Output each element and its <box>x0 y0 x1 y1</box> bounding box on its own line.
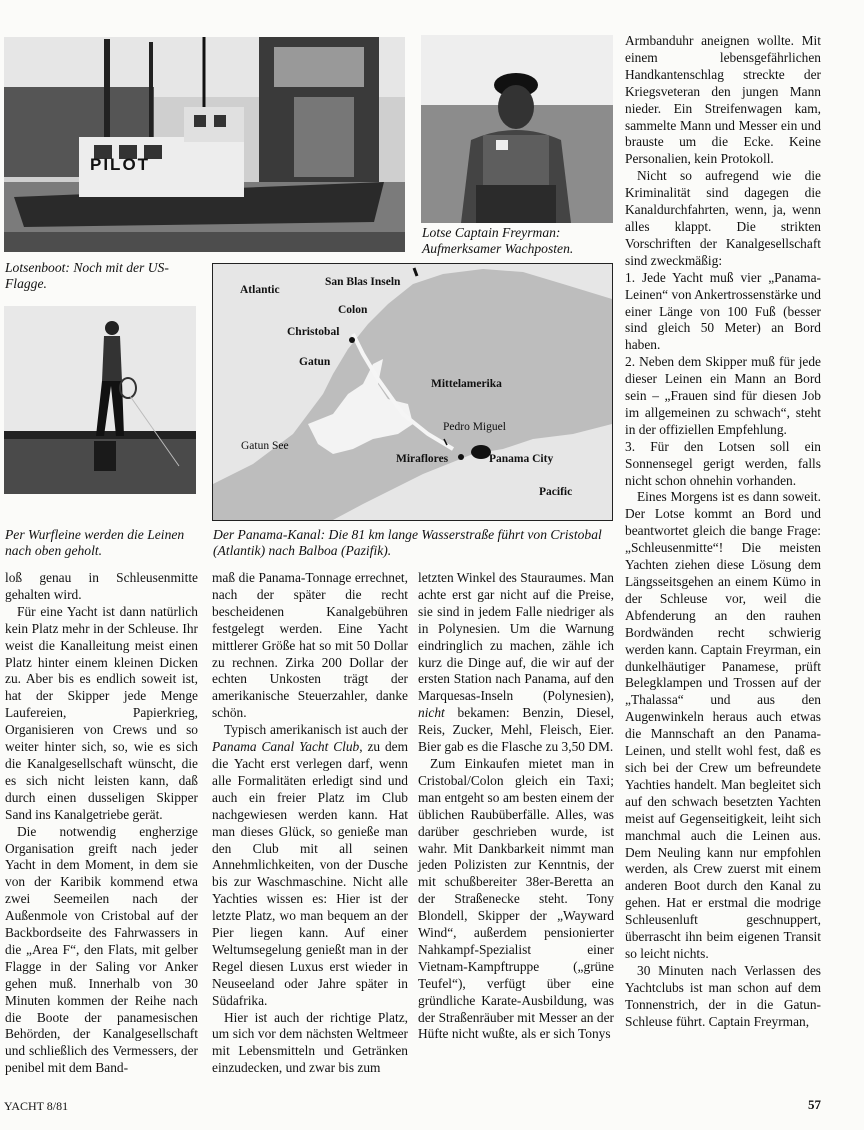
canal-map-graphic <box>213 264 612 520</box>
rule-item: 2. Neben dem Skipper muß für jede dieser Leinen ein Mann an Bord sein – „Frauen sind für diesen Job im allgemeinen zu schwach“, steht in der offiziellen Empfehlung. <box>625 354 821 437</box>
map-label-miraflores: Miraflores <box>396 453 449 465</box>
throw-line-illustration <box>4 306 196 494</box>
map-label-cristobal: Christobal <box>287 326 340 338</box>
map-label-mittelamerika: Mittelamerika <box>431 378 502 390</box>
map-label-panama-city: Panama City <box>489 453 554 465</box>
paragraph: letzten Winkel des Stauraumes. Man achte erst gar nicht auf die Preise, sie sind in jedem Falle niedriger als in Polynesien. Um die Warnung eindringlich zu machen, zähle ich kurz die Dinge auf, die wir auf der ersten Station nach Panama, auf den Marquesas-Inseln (Polynesien), nicht bekamen: Benzin, Diesel, Reis, Zucker, Mehl, Fleisch, Eier. Bier gab es die Flasche zu 3,50 DM. <box>418 570 614 755</box>
pilot-sign-text: PILOT <box>90 155 151 174</box>
article-column-2 <box>212 570 408 1077</box>
canal-caption: Der Panama-Kanal: Die 81 km lange Wasserstraße führt von Cristobal (Atlantik) nach Balboa (Pazifik). <box>213 527 602 558</box>
paragraph: Typisch amerikanisch ist auch der Panama Canal Yacht Club, zu dem die Yacht erst verlegen darf, wenn alle Formalitäten erledigt sind und auch ein freier Platz im Club nachgewiesen werden kann. Hat man dieses Glück, so genieße man den Club mit all seinen Annehmlichkeiten, von der Dusche bis zur Waschmaschine. Nicht alle Yachties wissen es: Hier ist der letzte Platz, wo man bequem an der Pier liegen kann. Auf einer Weltumsegelung genießt man in der Regel diesen Luxus erst wieder in Neuseeland oder Jahre später in Südafrika. <box>212 722 408 1008</box>
pilot-captain-caption: Lotse Captain Freyrman: Aufmerksamer Wachposten. <box>422 225 574 256</box>
map-label-pedro-miguel: Pedro Miguel <box>443 421 506 433</box>
page-number: 57 <box>808 1097 821 1112</box>
rule-item: 3. Für den Lotsen soll ein Sonnensegel gerigt werden, falls nicht schon ohnehin vorhanden. <box>625 438 821 488</box>
pilot-captain-illustration <box>421 35 613 223</box>
map-label-gatun: Gatun <box>299 356 331 368</box>
canal-map <box>212 263 613 521</box>
map-label-san-blas: San Blas Inseln <box>325 276 401 288</box>
article-column-right <box>625 33 821 1030</box>
emphasis: Panama Canal Yacht Club <box>212 739 360 755</box>
paragraph: 30 Minuten nach Verlassen des Yachtclubs ist man schon auf dem Tonnenstrich, der in die Gatun-Schleuse führt. Captain Freyrman, <box>625 962 821 1029</box>
rule-item: 1. Jede Yacht muß vier „Panama-Leinen“ von Ankertrossenstärke und einer Länge von 100 Fuß (besser sind gleich 50 Meter) an Bord haben. <box>625 269 821 353</box>
pilot-boat-illustration <box>4 37 405 252</box>
paragraph: Armbanduhr aneignen wollte. Mit einem lebensgefährlichen Handkantenschlag streckte der Kriegsveteran den jungen Mann nieder. Ein Streifenwagen kam, sammelte Mann und Messer ein und brauste um die Ecke. Keine Personalien, kein Protokoll. <box>625 33 821 167</box>
pilot-boat-photo <box>4 37 405 252</box>
paragraph: Nicht so aufregend wie die Kriminalität sind dagegen die Kanaldurchfahrten, wenn, ja, wenn alles klappt. Die strikten Vorschriften der Kanalgesellschaft sind zweckmäßig: <box>625 168 821 268</box>
map-label-pacific: Pacific <box>539 486 573 498</box>
paragraph: Für eine Yacht ist dann natürlich kein Platz mehr in der Schleuse. Ihr weist die Kanalleitung meist einen Platz hinter einem kleinen Dicken zu. Aber bis es endlich soweit ist, hat der Skipper jede Menge Laufereien, Papierkrieg, Organisieren von Crews und so weiter hinter sich, so, wie es sich die Kanalgesellschaft wünscht, die es sich nicht leisten kann, daß durch einen dusseligen Skipper Sand ins Kanalgetriebe gerät. <box>5 603 198 822</box>
paragraph: Zum Einkaufen mietet man in Cristobal/Colon gleich ein Taxi; man entgeht so am besten einem der üblichen Raubüberfälle. Alles, was darüber geschrieben wurde, ist wahr. Mit Dankbarkeit nimmt man jeden Polizisten zur Kenntnis, der mit schußbereiter 38er-Beretta an der Straßenecke steht. Tony Blondell, Skipper der „Wayward Wind“, außerdem pensionierter Nahkampf-Spezialist einer Vietnam-Kampftruppe („grüne Teufel“), verfügt über eine gründliche Karate-Ausbildung, was der Straßenräuber mit Messer an der Hüfte nicht wußte, als er sich Tonys <box>418 755 614 1042</box>
pilot-boat-caption: Lotsenboot: Noch mit der US-Flagge. <box>5 260 169 291</box>
map-label-gatun-see: Gatun See <box>241 440 289 452</box>
emphasis: nicht <box>418 705 445 721</box>
paragraph: Hier ist auch der richtige Platz, um sich vor dem nächsten Weltmeer mit Lebensmitteln und Getränken einzudecken, und zwar bis zum <box>212 1009 408 1076</box>
pilot-captain-photo <box>421 35 613 223</box>
map-label-atlantic: Atlantic <box>240 284 280 296</box>
article-column-1 <box>5 570 198 1077</box>
throw-line-photo <box>4 306 196 494</box>
article-column-3 <box>418 570 614 1043</box>
paragraph: loß genau in Schleusenmitte gehalten wird. <box>5 570 198 602</box>
paragraph: maß die Panama-Tonnage errechnet, nach der später die recht bescheidenen Kanalgebühren festgelegt werden. Eine Yacht mittlerer Größe hat so mit 50 Dollar zu rechnen. Zirka 200 Dollar der echten Unkosten trägt der amerikanische Steuerzahler, danke schön. <box>212 570 408 721</box>
magazine-issue: YACHT 8/81 <box>4 1099 69 1113</box>
paragraph: Eines Morgens ist es dann soweit. Der Lotse kommt an Bord und beantwortet gleich die bange Frage: „Schleusenmitte“! Die meisten Yachten ziehen diese Lösung dem Längsseitsgehen an einem Kümo in der Schleuse vor, weil die Abfenderung an den rauhen Bordwänden recht schwierig werden kann. Captain Freyrman, ein dunkelhäutiger Panamese, prüft Belegklampen und Trossen auf der „Thalassa“ und aus den Augenwinkeln heraus auch etwas die Mannschaft an den Panama-Leinen, und stellt wohl fest, daß es sich bei der Crew um befreundete Yachties handelt. Man begleitet sich auf den schwach besetzten Yachten meist auf Gegenseitigkeit, leiht sich manchmal auch die Leinen aus. Dem Neuling kann nur empfohlen werden, als Crew zuerst mit einem anderen Boot durch den Kanal zu gehen. Hat er erstmal die modrige Schleusenluft geschnuppert, überrascht ihn beim eigenen Transit so leicht nichts. <box>625 489 821 961</box>
map-label-colon: Colon <box>338 304 368 316</box>
paragraph: Die notwendig engherzige Organisation greift nach jeder Yacht in dem Moment, in dem sie von der Karibik kommend etwa zwei Seemeilen nach der Außenmole von Cristobal auf der Backbordseite des Fahrwassers in die „Area F“, den Flats, mit gelber Flagge in der Saling vor Anker gehen muß. Innerhalb von 30 Minuten kommen der Reihe nach die Boote der panamesischen Behörden, der Kanalgesellschaft und schließlich des Vermessers, der penibel mit dem Band- <box>5 823 198 1076</box>
throw-line-caption: Per Wurfleine werden die Leinen nach oben geholt. <box>5 527 185 558</box>
